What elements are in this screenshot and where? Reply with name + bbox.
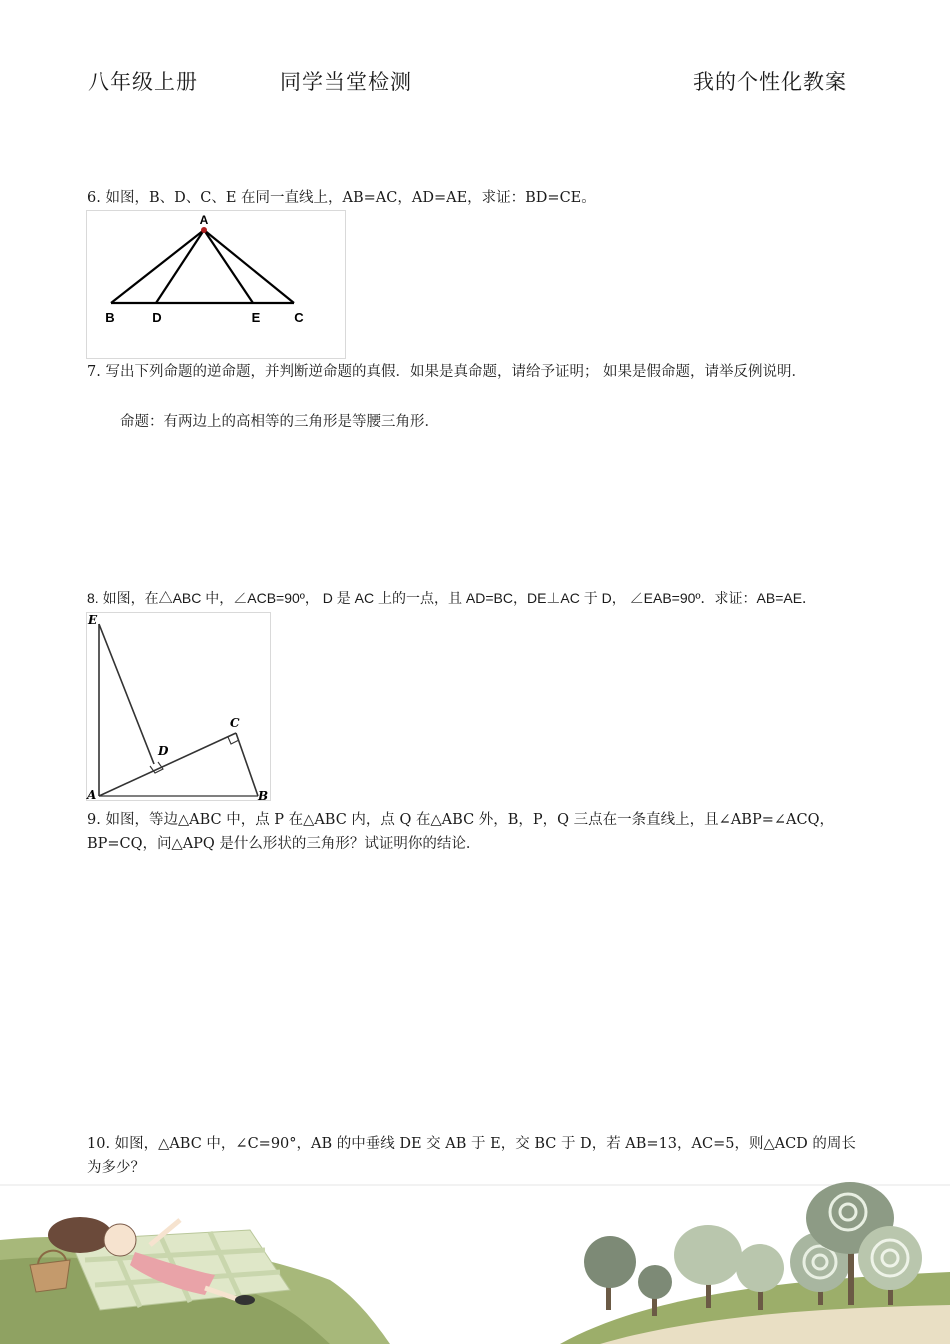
label-e: E: [251, 310, 261, 325]
footer-illustration: [0, 1180, 950, 1344]
label-c: C: [294, 310, 304, 325]
header-grade: 八年级上册: [88, 70, 198, 94]
label-d: D: [158, 744, 169, 758]
question-9: 9. 如图，等边△ABC 中，点 P 在△ABC 内，点 Q 在△ABC 外，B，P，Q 三点在一条直线上，且∠ABP=∠ACQ，BP=CQ，问△APQ 是什么形状的三角形？试证明你的结论．: [87, 812, 834, 852]
question-10: 10. 如图，△ABC 中，∠C=90°，AB 的中垂线 DE 交 AB 于 E，交 BC 于 D，若 AB=13，AC=5，则△ACD 的周长为多少？: [87, 1136, 856, 1176]
figure-q8: [86, 612, 272, 802]
label-d: D: [152, 310, 162, 325]
label-e: E: [88, 613, 98, 627]
girl-face: [104, 1224, 136, 1256]
basket-icon: [30, 1260, 70, 1292]
question-7: 7. 写出下列命题的逆命题，并判断逆命题的真假．如果是真命题，请给予证明； 如果是假命题，请举反例说明．: [87, 364, 807, 380]
figure-q6: [86, 210, 348, 360]
question-6: 6. 如图，B、D、C、E 在同一直线上，AB=AC，AD=AE，求证：BD=CE。: [87, 190, 596, 206]
label-a: A: [199, 213, 209, 227]
girl-hair: [48, 1217, 112, 1253]
header-title: 同学当堂检测: [280, 70, 412, 94]
header-lesson-plan: 我的个性化教案: [693, 70, 847, 94]
tree-dark-1: [584, 1236, 636, 1310]
label-c: C: [230, 716, 240, 730]
label-b: B: [105, 310, 115, 325]
label-b: B: [258, 789, 269, 802]
question-8: 8. 如图，在△ABC 中，∠ACB=90º， D 是 AC 上的一点，且 AD=BC，DE⊥AC 于 D， ∠EAB=90º．求证：AB=AE．: [87, 590, 817, 606]
label-a: A: [87, 788, 97, 802]
question-7-proposition: 命题：有两边上的高相等的三角形是等腰三角形．: [120, 414, 439, 430]
